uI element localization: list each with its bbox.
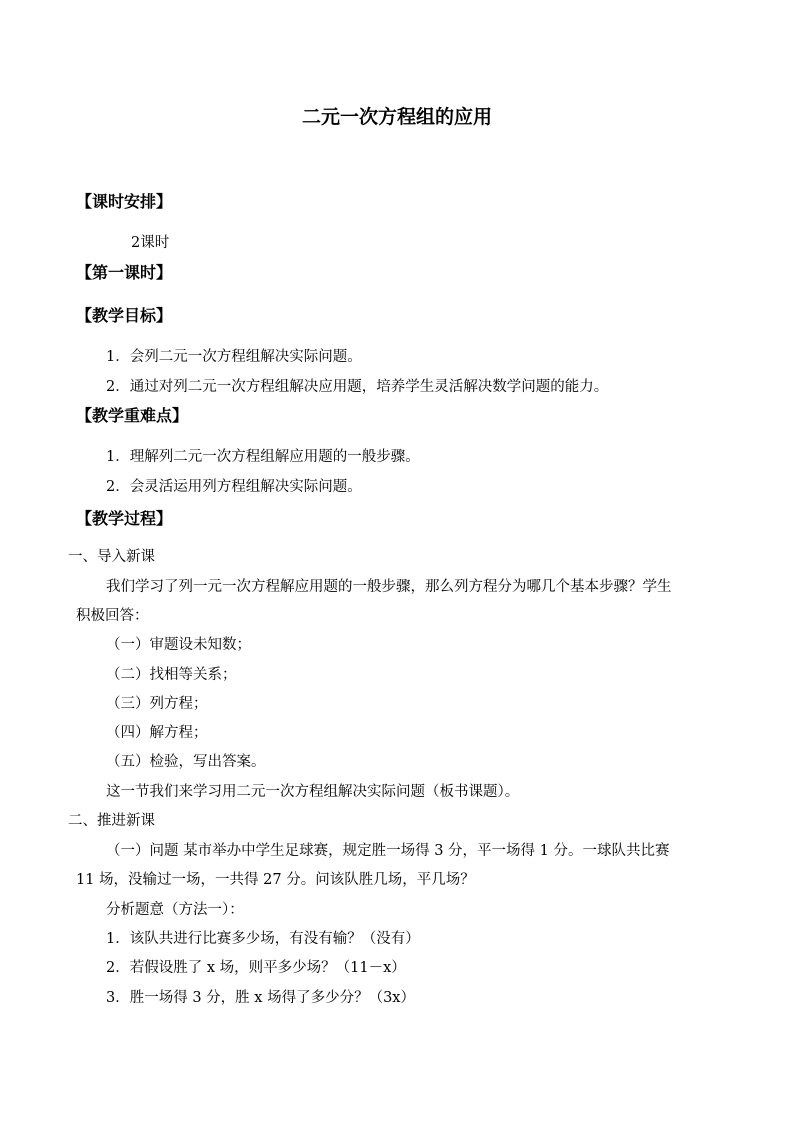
problem-line: （一）问题 某市举办中学生足球赛，规定胜一场得 3 分，平一场得 1 分。一球队共比赛 (106, 843, 670, 859)
document-title: 二元一次方程组的应用 (301, 106, 492, 128)
analysis-heading: 分析题意（方法一）： (106, 902, 244, 918)
lesson-arrangement-heading: 【课时安排】 (76, 192, 173, 211)
step-item: （一）审题设未知数； (106, 637, 251, 653)
step-item: （三）列方程； (106, 696, 208, 712)
step-item: （五）检验，写出答案。 (106, 754, 266, 770)
intro-close-line: 这一节我们来学习用二元一次方程组解决实际问题（板书课题）。 (106, 784, 520, 800)
section2-title: 二、推进新课 (68, 813, 155, 829)
problem-line: 11 场，没输过一场，一共得 27 分。问该队胜几场，平几场？ (76, 872, 475, 888)
objective-item: 1．会列二元一次方程组解决实际问题。 (106, 349, 362, 365)
intro-paragraph-line: 我们学习了列一元一次方程解应用题的一般步骤，那么列方程分为哪几个基本步骤？学生 (106, 579, 672, 595)
section1-title: 一、导入新课 (68, 549, 155, 565)
process-heading: 【教学过程】 (76, 509, 173, 528)
analysis-item: 3．胜一场得 3 分，胜 x 场得了多少分？（3x） (106, 990, 415, 1006)
key-point-item: 1．理解列二元一次方程组解应用题的一般步骤。 (106, 449, 420, 465)
step-item: （四）解方程； (106, 725, 208, 741)
key-point-item: 2．会灵活运用列方程组解决实际问题。 (106, 479, 362, 495)
objectives-heading: 【教学目标】 (76, 306, 173, 325)
step-item: （二）找相等关系； (106, 667, 237, 683)
intro-paragraph-line: 积极回答： (76, 608, 149, 624)
key-points-heading: 【教学重难点】 (76, 406, 189, 425)
objective-item: 2．通过对列二元一次方程组解决应用题，培养学生灵活解决数学问题的能力。 (106, 379, 609, 395)
first-lesson-heading: 【第一课时】 (76, 263, 173, 282)
analysis-item: 2．若假设胜了 x 场，则平多少场？（11－x） (106, 960, 406, 976)
lesson-arrangement-value: 2课时 (131, 235, 170, 251)
analysis-item: 1．该队共进行比赛多少场，有没有输？（没有） (106, 931, 420, 947)
